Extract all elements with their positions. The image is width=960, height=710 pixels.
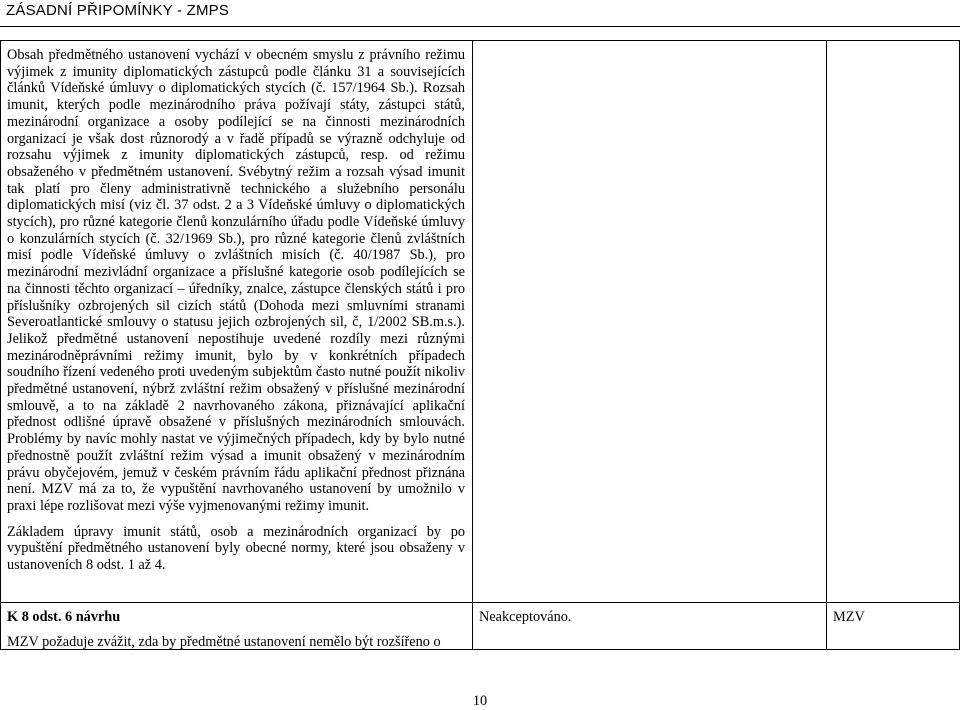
row-divider — [0, 602, 960, 603]
column-divider-1 — [0, 41, 1, 649]
resolution-cell: Neakceptováno. — [479, 609, 572, 625]
page-header: ZÁSADNÍ PŘIPOMÍNKY - ZMPS — [6, 2, 230, 19]
page-number: 10 — [472, 693, 488, 709]
comments-table — [0, 40, 960, 650]
comment-cell: MZV požaduje zvážit, zda by předmětné ustanovení nemělo být rozšířeno o — [7, 634, 441, 650]
column-divider-2 — [472, 41, 473, 649]
authority-cell: MZV — [833, 609, 865, 625]
comment-paragraph: Obsah předmětného ustanovení vychází v obecném smyslu z právního režimu výjimek z imunity diplomatických zástupců podle článku 31 a souvisejících článků Vídeňské úmluvy o diplomatických stycích (č. 157/1964 Sb.). Rozsah imunit, kterých podle mezinárodního práva požívají státy, zástupci států, mezinárodní organizace a osoby podílející se na činnosti mezinárodních organizací je však dost různorodý a v řadě případů se výrazně odchyluje od rozsahu výjimek z imunity diplomatických zástupců, resp. od režimu obsaženého v předmětném ustanovení. Svébytný režim a rozsah výsad imunit tak platí pro členy administrativně technického a služebního personálu diplomatických misí (viz čl. 37 odst. 2 a 3 Vídeňské úmluvy o diplomatických stycích), pro různé kategorie členů konzulárního úřadu podle Vídeňské úmluvy o konzulárních stycích (č. 32/1969 Sb.), pro různé kategorie členů zvláštních misí podle Vídeňské úmluvy o zvláštních misích (č. 40/1987 Sb.), pro mezinárodní mezivládní organizace a příslušné kategorie osob podílejících se na činnosti těchto organizací – úředníky, znalce, zástupce členských států i pro příslušníky ozbrojených sil cizích států (Dohoda mezi smluvními stranami Severoatlantické smlouvy o statusu jejich ozbrojených sil, č, 1/2002 SB.m.s.). Jelikož předmětné ustanovení nepostihuje uvedené rozdíly mezi různými mezinárodněprávními režimy imunit, bylo by v konkrétních případech soudního řízení vedeného proti uvedeným subjektům často nutné použít nikoliv předmětné ustanovení, nýbrž zvláštní režim obsažený v příslušné mezinárodní smlouvě, a to na základě 2 navrhovaného zákona, přiznávající aplikační přednost odlišné úpravě obsažené v příslušných mezinárodních smlouvách. Problémy by navíc mohly nastat ve výjimečných případech, kdy by bylo nutné přednostně použít zvláštní režim výsad a imunit obsažený v mezinárodním právu obyčejovém, jemuž v českém právním řádu aplikační přednost přiznána není. MZV má za to, že vypuštění navrhovaného ustanovení by umožnilo v praxi lépe rozlišovat mezi výše vyjmenovanými režimy imunit. — [7, 47, 465, 514]
provision-heading: K 8 odst. 6 návrhu — [7, 609, 121, 625]
column-divider-3 — [826, 41, 827, 649]
comment-cell — [7, 47, 465, 574]
comment-paragraph: Základem úpravy imunit států, osob a mezinárodních organizací by po vypuštění předmětného ustanovení byly obecné normy, které jsou obsaženy v ustanoveních 8 odst. 1 až 4. — [7, 523, 465, 574]
header-rule — [0, 26, 960, 27]
